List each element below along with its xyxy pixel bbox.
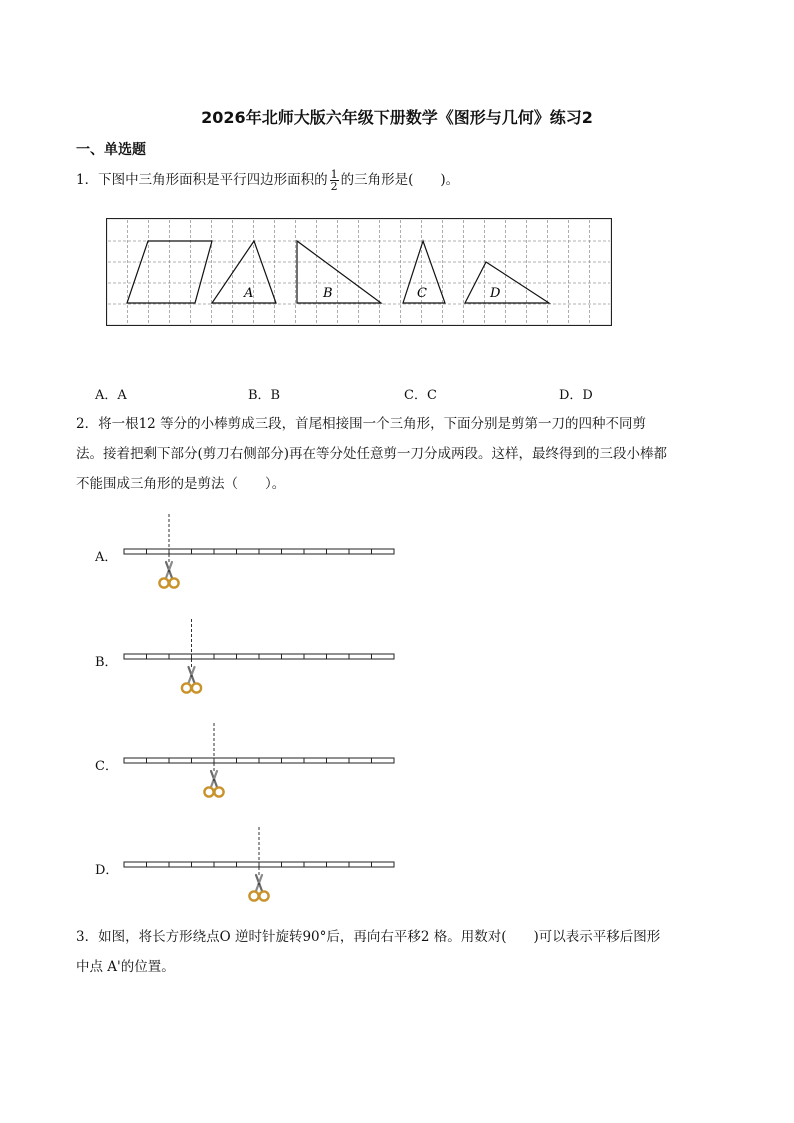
question-text-end: 的三角形是( )。 [340,172,460,188]
q1-option-b[interactable]: B．B [248,388,281,403]
q2-stick-a[interactable] [118,512,408,592]
q2-stick-d[interactable] [118,825,408,905]
q1-option-d[interactable]: D．D [559,388,593,403]
label-c: C [417,286,427,301]
question-text-line2: 法。接着把剩下部分(剪刀右侧部分)再在等分处任意剪一刀分成两段。这样，最终得到的三段小棒都 [76,446,668,462]
section-heading: 一、单选题 [76,142,146,158]
question-text-line1: 将一根12 等分的小棒剪成三段，首尾相接围一个三角形，下面分别是剪第一刀的四种不同剪 [98,416,647,432]
question-number: 1． [76,172,99,188]
q2-option-c[interactable]: C． [95,759,118,774]
fraction-one-half [330,169,339,192]
q1-option-c[interactable]: C．C [404,388,437,403]
question-text-line2: 中点 A'的位置。 [76,959,175,975]
q2-stick-b[interactable] [118,617,408,697]
question-text-line3: 不能围成三角形的是剪法（ ）。 [76,476,286,492]
q2-option-b[interactable]: B． [95,655,118,670]
fraction-numerator: 1 [330,168,338,181]
scissors-icon [204,771,223,797]
q2-option-a[interactable]: A． [95,550,118,565]
label-d: D [490,286,501,301]
question-number: 3． [76,929,99,945]
question-1 [76,165,726,195]
document-title: 2026年北师大版六年级下册数学《图形与几何》练习2 [201,108,593,127]
scissors-icon [249,875,268,901]
question-text-line1: 如图，将长方形绕点O 逆时针旋转90°后，再向右平移2 格。用数对( )可以表示平移后图形 [98,929,661,945]
q2-stick-c[interactable] [118,721,408,801]
question-text: 下图中三角形面积是平行四边形面积的 [98,172,328,188]
q2-option-d[interactable]: D． [95,863,119,878]
question-3 [76,922,726,982]
fraction-denominator: 2 [330,180,338,193]
label-b: B [323,286,333,301]
question-number: 2． [76,416,99,432]
question-2 [76,409,726,499]
q1-option-a[interactable]: A．A [95,388,127,403]
q1-grid-figure [106,218,612,326]
label-a: A [244,286,254,301]
scissors-icon [159,562,178,588]
scissors-icon [182,667,201,693]
